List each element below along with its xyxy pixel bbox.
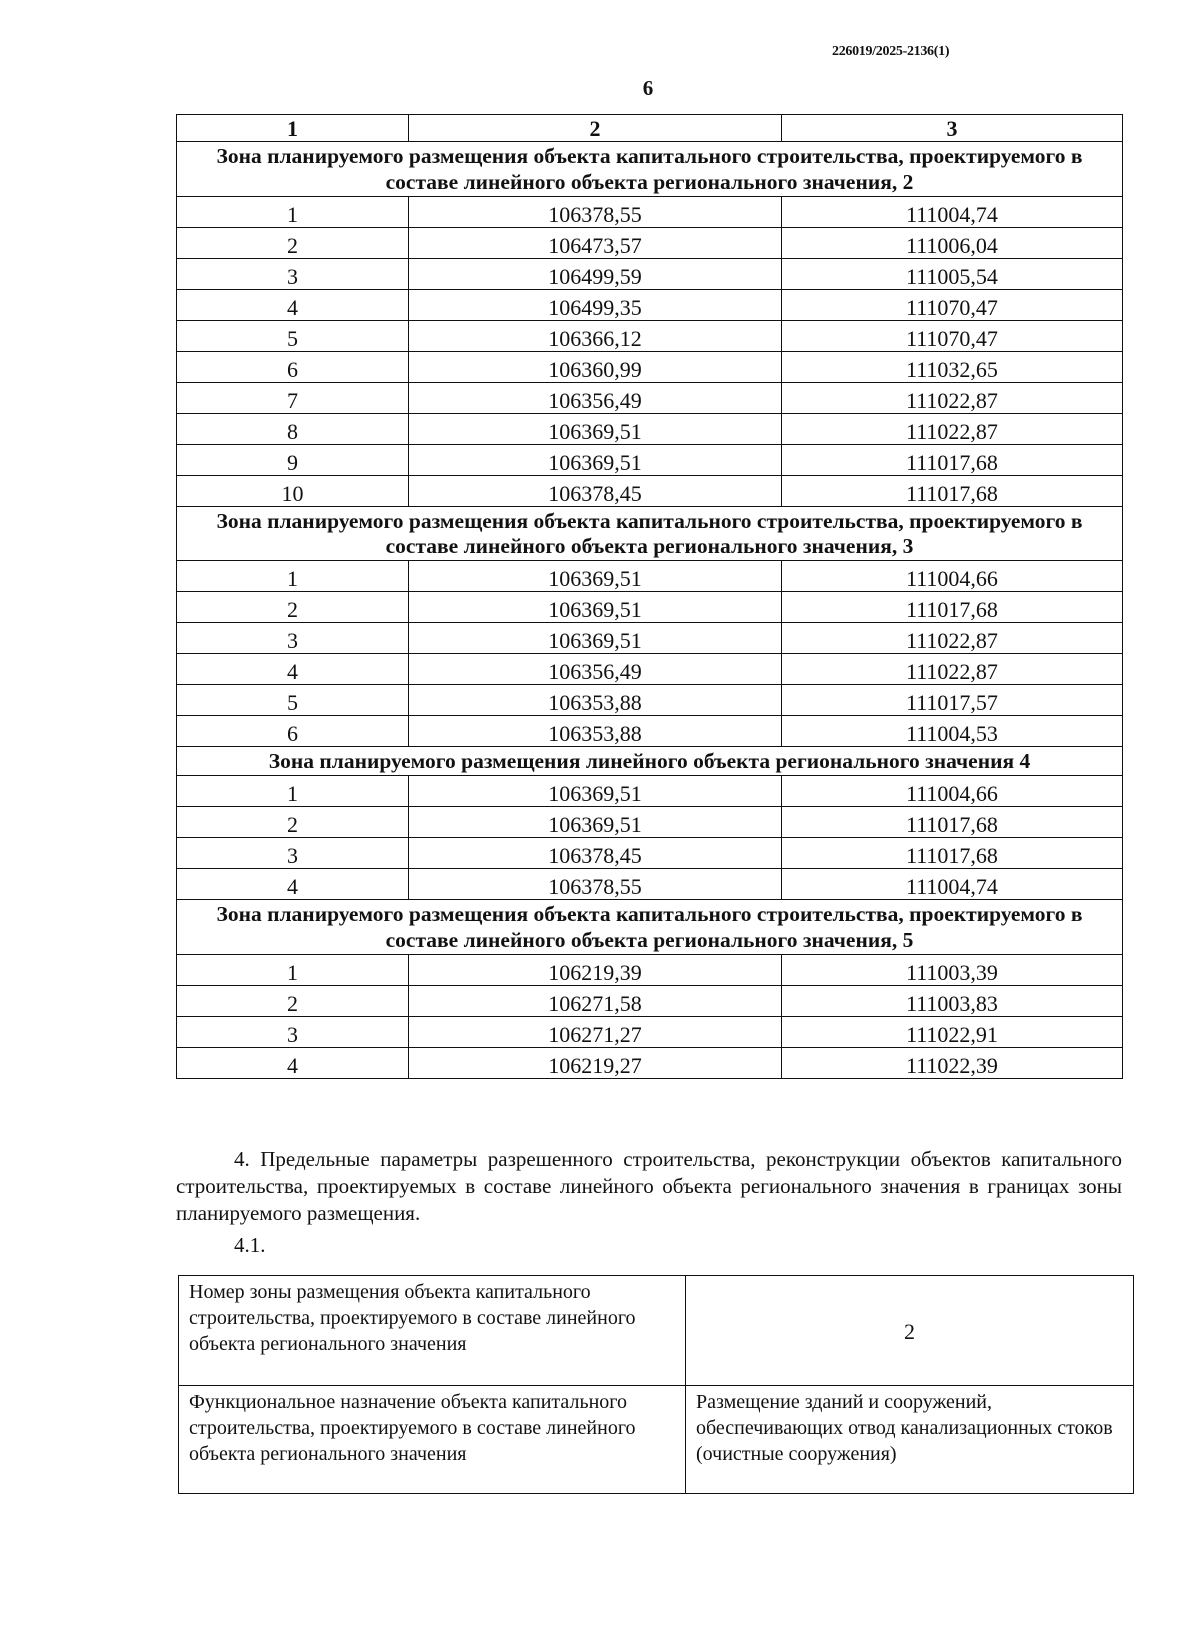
point-number-cell: 3 [177, 623, 409, 654]
table-row [177, 258, 1123, 289]
table-row [177, 837, 1123, 868]
point-number-cell: 1 [177, 561, 409, 592]
x-coordinate-cell: 106271,58 [409, 985, 782, 1016]
table-row [177, 382, 1123, 413]
table-row [177, 1047, 1123, 1078]
point-number-cell: 3 [177, 837, 409, 868]
y-coordinate-cell: 111006,04 [782, 227, 1123, 258]
zone-header-row [177, 506, 1123, 561]
point-number-cell: 9 [177, 444, 409, 475]
point-number-cell: 6 [177, 351, 409, 382]
x-coordinate-cell: 106353,88 [409, 685, 782, 716]
table-row [177, 654, 1123, 685]
x-coordinate-cell: 106369,51 [409, 806, 782, 837]
zone-header-row [177, 899, 1123, 954]
x-coordinate-cell: 106369,51 [409, 775, 782, 806]
table-row [177, 868, 1123, 899]
x-coordinate-cell: 106219,27 [409, 1047, 782, 1078]
point-number-cell: 1 [177, 775, 409, 806]
x-coordinate-cell: 106369,51 [409, 444, 782, 475]
column-header: 1 [177, 115, 409, 142]
coordinates-table-body [177, 115, 1123, 1079]
x-coordinate-cell: 106366,12 [409, 320, 782, 351]
zone-title: Зона планируемого размещения объекта капитального строительства, проектируемого в составе линейного объекта регионального значения, 2 [177, 142, 1123, 197]
x-coordinate-cell: 106369,51 [409, 413, 782, 444]
point-number-cell: 8 [177, 413, 409, 444]
y-coordinate-cell: 111017,57 [782, 685, 1123, 716]
parameters-row [179, 1276, 1134, 1386]
table-row [177, 592, 1123, 623]
point-number-cell: 2 [177, 985, 409, 1016]
x-coordinate-cell: 106369,51 [409, 592, 782, 623]
y-coordinate-cell: 111017,68 [782, 837, 1123, 868]
point-number-cell: 4 [177, 1047, 409, 1078]
x-coordinate-cell: 106360,99 [409, 351, 782, 382]
column-header: 3 [782, 115, 1123, 142]
table-row [177, 351, 1123, 382]
table-row [177, 775, 1123, 806]
table-row [177, 196, 1123, 227]
zone-title: Зона планируемого размещения объекта капитального строительства, проектируемого в составе линейного объекта регионального значения, 3 [177, 506, 1123, 561]
point-number-cell: 2 [177, 592, 409, 623]
y-coordinate-cell: 111032,65 [782, 351, 1123, 382]
parameter-value: Размещение зданий и сооружений, обеспечивающих отвод канализационных стоков (очистные сооружения) [686, 1386, 1134, 1494]
point-number-cell: 1 [177, 954, 409, 985]
y-coordinate-cell: 111022,87 [782, 382, 1123, 413]
table-row [177, 289, 1123, 320]
point-number-cell: 6 [177, 716, 409, 747]
x-coordinate-cell: 106356,49 [409, 654, 782, 685]
table-row [177, 475, 1123, 506]
x-coordinate-cell: 106219,39 [409, 954, 782, 985]
y-coordinate-cell: 111004,53 [782, 716, 1123, 747]
table-row [177, 227, 1123, 258]
y-coordinate-cell: 111017,68 [782, 806, 1123, 837]
y-coordinate-cell: 111017,68 [782, 475, 1123, 506]
x-coordinate-cell: 106378,45 [409, 475, 782, 506]
paragraph-4-1: 4.1. [234, 1233, 266, 1257]
point-number-cell: 3 [177, 1016, 409, 1047]
zone-header-row [177, 142, 1123, 197]
x-coordinate-cell: 106378,45 [409, 837, 782, 868]
x-coordinate-cell: 106378,55 [409, 868, 782, 899]
point-number-cell: 2 [177, 227, 409, 258]
parameter-label: Функциональное назначение объекта капитального строительства, проектируемого в составе линейного объекта регионального значения [179, 1386, 686, 1494]
y-coordinate-cell: 111022,87 [782, 623, 1123, 654]
x-coordinate-cell: 106378,55 [409, 196, 782, 227]
x-coordinate-cell: 106473,57 [409, 227, 782, 258]
y-coordinate-cell: 111003,83 [782, 985, 1123, 1016]
table-row [177, 320, 1123, 351]
point-number-cell: 3 [177, 258, 409, 289]
coordinates-table [176, 114, 1123, 1079]
y-coordinate-cell: 111017,68 [782, 444, 1123, 475]
y-coordinate-cell: 111004,66 [782, 561, 1123, 592]
parameters-row [179, 1386, 1134, 1494]
table-row [177, 685, 1123, 716]
zone-title: Зона планируемого размещения линейного объекта регионального значения 4 [177, 747, 1123, 776]
y-coordinate-cell: 111004,74 [782, 868, 1123, 899]
y-coordinate-cell: 111022,87 [782, 654, 1123, 685]
table-row [177, 623, 1123, 654]
x-coordinate-cell: 106271,27 [409, 1016, 782, 1047]
document-number: 226019/2025-2136(1) [832, 44, 950, 59]
table-row [177, 716, 1123, 747]
y-coordinate-cell: 111022,87 [782, 413, 1123, 444]
column-header: 2 [409, 115, 782, 142]
y-coordinate-cell: 111004,66 [782, 775, 1123, 806]
table-row [177, 444, 1123, 475]
x-coordinate-cell: 106499,59 [409, 258, 782, 289]
table-row [177, 561, 1123, 592]
column-header-row [177, 115, 1123, 142]
point-number-cell: 4 [177, 654, 409, 685]
table-row [177, 954, 1123, 985]
parameters-table [178, 1275, 1134, 1494]
y-coordinate-cell: 111017,68 [782, 592, 1123, 623]
point-number-cell: 1 [177, 196, 409, 227]
table-row [177, 806, 1123, 837]
y-coordinate-cell: 111004,74 [782, 196, 1123, 227]
y-coordinate-cell: 111070,47 [782, 320, 1123, 351]
table-row [177, 1016, 1123, 1047]
table-row [177, 985, 1123, 1016]
parameter-value: 2 [686, 1276, 1134, 1386]
point-number-cell: 4 [177, 868, 409, 899]
x-coordinate-cell: 106369,51 [409, 561, 782, 592]
point-number-cell: 5 [177, 685, 409, 716]
paragraph-4: 4. Предельные параметры разрешенного строительства, реконструкции объектов капитального строительства, проектируемых в составе линейного объекта регионального значения в границах зоны планируемого размещения. [176, 1147, 1122, 1225]
point-number-cell: 5 [177, 320, 409, 351]
y-coordinate-cell: 111022,39 [782, 1047, 1123, 1078]
zone-title: Зона планируемого размещения объекта капитального строительства, проектируемого в составе линейного объекта регионального значения, 5 [177, 899, 1123, 954]
x-coordinate-cell: 106353,88 [409, 716, 782, 747]
zone-header-row [177, 747, 1123, 776]
y-coordinate-cell: 111022,91 [782, 1016, 1123, 1047]
x-coordinate-cell: 106356,49 [409, 382, 782, 413]
y-coordinate-cell: 111003,39 [782, 954, 1123, 985]
table-row [177, 413, 1123, 444]
point-number-cell: 4 [177, 289, 409, 320]
page-number: 6 [642, 76, 654, 100]
x-coordinate-cell: 106369,51 [409, 623, 782, 654]
y-coordinate-cell: 111005,54 [782, 258, 1123, 289]
point-number-cell: 10 [177, 475, 409, 506]
point-number-cell: 7 [177, 382, 409, 413]
y-coordinate-cell: 111070,47 [782, 289, 1123, 320]
point-number-cell: 2 [177, 806, 409, 837]
parameter-label: Номер зоны размещения объекта капитального строительства, проектируемого в составе линейного объекта регионального значения [179, 1276, 686, 1386]
x-coordinate-cell: 106499,35 [409, 289, 782, 320]
